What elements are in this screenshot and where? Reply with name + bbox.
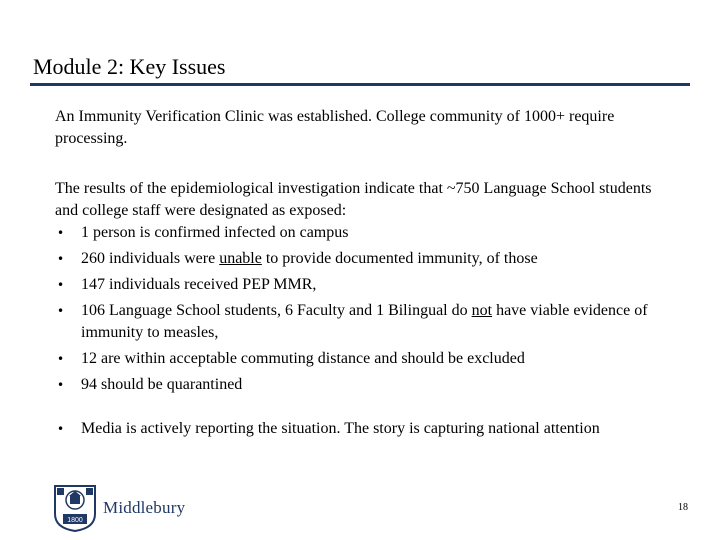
list-item: • 1 person is confirmed infected on campus bbox=[55, 222, 655, 244]
list-item-media: • Media is actively reporting the situation. The story is capturing national attention bbox=[55, 418, 655, 440]
emphasis-unable: unable bbox=[219, 250, 262, 267]
slide-title: Module 2: Key Issues bbox=[33, 54, 226, 79]
title-divider bbox=[30, 83, 690, 86]
bullet-icon: • bbox=[57, 252, 65, 266]
list-item: • 147 individuals received PEP MMR, bbox=[55, 274, 655, 296]
bullet-icon: • bbox=[57, 278, 65, 292]
bullet-icon: • bbox=[57, 304, 65, 318]
page-number: 18 bbox=[678, 502, 688, 513]
bullet-icon: • bbox=[57, 422, 65, 436]
bullet-icon: • bbox=[57, 226, 65, 240]
list-item: • 12 are within acceptable commuting distance and should be excluded bbox=[55, 348, 655, 370]
emphasis-not: not bbox=[471, 302, 493, 319]
list-item: • 106 Language School students, 6 Faculty and 1 Bilingual do not have viable evidence of immunity to measles, bbox=[57, 302, 648, 341]
bullet-icon: • bbox=[57, 352, 65, 366]
results-intro: The results of the epidemiological investigation indicate that ~750 Language School students and college staff were designated as exposed: bbox=[55, 180, 652, 219]
middlebury-logo bbox=[53, 484, 185, 532]
list-item: • 94 should be quarantined bbox=[55, 374, 655, 396]
results-list bbox=[55, 222, 655, 440]
middlebury-seal-icon bbox=[53, 484, 97, 532]
intro-paragraph: An Immunity Verification Clinic was established. College community of 1000+ require processing. bbox=[55, 108, 615, 147]
bullet-icon: • bbox=[57, 378, 65, 392]
list-item: • 260 individuals were unable to provide documented immunity, of those bbox=[55, 248, 655, 270]
seal-year: 1800 bbox=[67, 517, 83, 524]
slide-body bbox=[55, 106, 655, 444]
logo-wordmark: Middlebury bbox=[103, 498, 186, 517]
